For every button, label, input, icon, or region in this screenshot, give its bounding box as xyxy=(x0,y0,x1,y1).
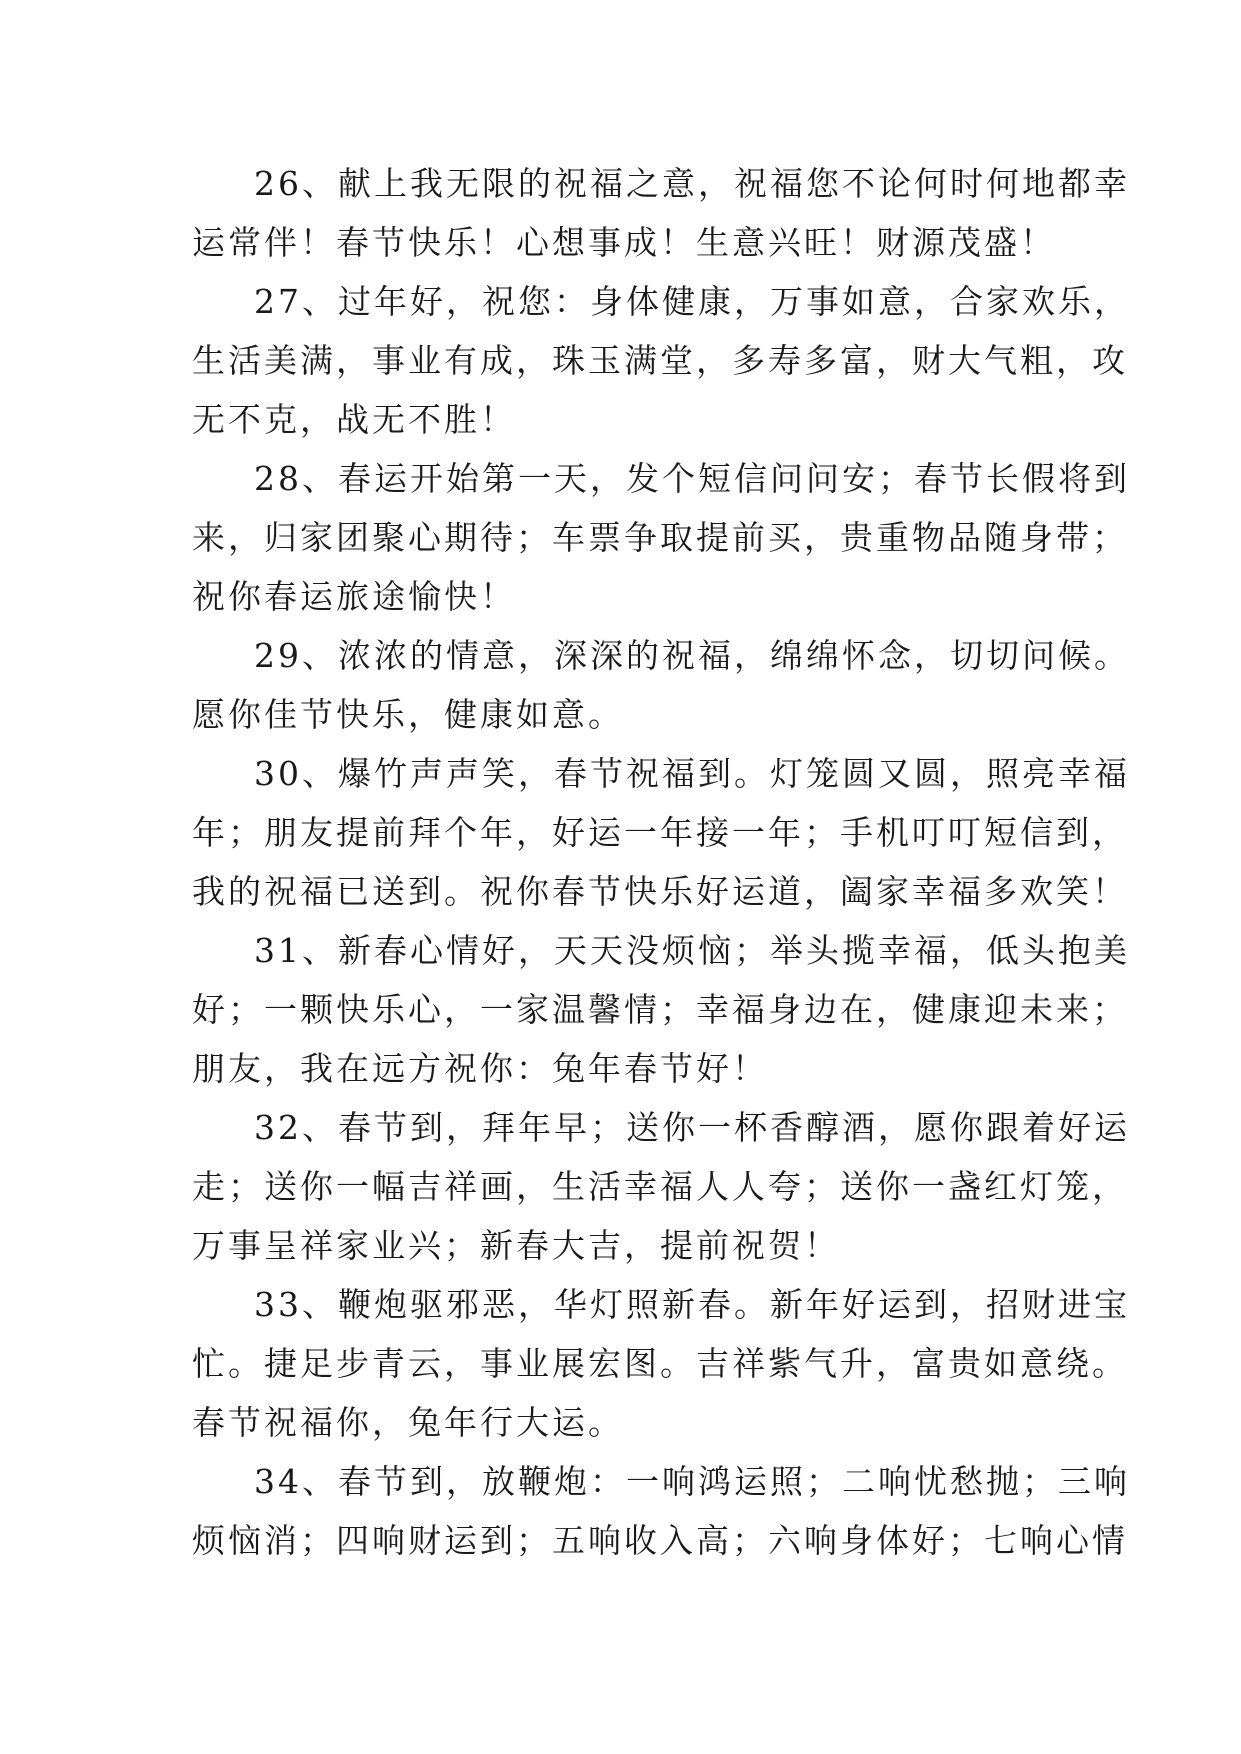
paragraph-34 xyxy=(192,1452,1130,1570)
paragraph-line: 26、献上我无限的祝福之意，祝福您不论何时何地都幸 xyxy=(254,164,1130,203)
paragraph-line: 万事呈祥家业兴；新春大吉，提前祝贺！ xyxy=(192,1226,840,1265)
paragraph-line: 春节祝福你，兔年行大运。 xyxy=(192,1403,624,1442)
paragraph-line: 34、春节到，放鞭炮：一响鸿运照；二响忧愁抛；三响 xyxy=(254,1462,1130,1501)
paragraph-line: 好；一颗快乐心，一家温馨情；幸福身边在，健康迎未来； xyxy=(192,990,1128,1029)
paragraph-line: 烦恼消；四响财运到；五响收入高；六响身体好；七响心情 xyxy=(192,1521,1128,1560)
paragraph-line: 朋友，我在远方祝你：兔年春节好！ xyxy=(192,1049,768,1088)
paragraph-line: 来，归家团聚心期待；车票争取提前买，贵重物品随身带； xyxy=(192,518,1128,557)
paragraph-line: 走；送你一幅吉祥画，生活幸福人人夸；送你一盏红灯笼， xyxy=(192,1167,1128,1206)
paragraph-29 xyxy=(192,626,1130,744)
paragraph-26 xyxy=(192,154,1130,272)
paragraph-line: 32、春节到，拜年早；送你一杯香醇酒，愿你跟着好运 xyxy=(254,1108,1130,1147)
paragraph-line: 忙。捷足步青云，事业展宏图。吉祥紫气升，富贵如意绕。 xyxy=(192,1344,1128,1383)
paragraph-line: 30、爆竹声声笑，春节祝福到。灯笼圆又圆，照亮幸福 xyxy=(254,754,1130,793)
paragraph-line: 祝你春运旅途愉快！ xyxy=(192,577,516,616)
paragraph-27 xyxy=(192,272,1130,449)
paragraph-32 xyxy=(192,1098,1130,1275)
paragraph-line: 年；朋友提前拜个年，好运一年接一年；手机叮叮短信到， xyxy=(192,813,1128,852)
paragraph-line: 愿你佳节快乐，健康如意。 xyxy=(192,695,624,734)
paragraph-line: 运常伴！春节快乐！心想事成！生意兴旺！财源茂盛！ xyxy=(192,223,1056,262)
paragraph-line: 28、春运开始第一天，发个短信问问安；春节长假将到 xyxy=(254,459,1130,498)
paragraph-line: 27、过年好，祝您：身体健康，万事如意，合家欢乐， xyxy=(254,282,1130,321)
paragraph-line: 33、鞭炮驱邪恶，华灯照新春。新年好运到，招财进宝 xyxy=(254,1285,1130,1324)
paragraph-28 xyxy=(192,449,1130,626)
paragraph-line: 31、新春心情好，天天没烦恼；举头揽幸福，低头抱美 xyxy=(254,931,1130,970)
paragraph-30 xyxy=(192,744,1130,921)
document-page xyxy=(192,154,1130,1570)
paragraph-line: 我的祝福已送到。祝你春节快乐好运道，阖家幸福多欢笑！ xyxy=(192,872,1128,911)
paragraph-31 xyxy=(192,921,1130,1098)
paragraph-line: 29、浓浓的情意，深深的祝福，绵绵怀念，切切问候。 xyxy=(254,636,1130,675)
paragraph-line: 无不克，战无不胜！ xyxy=(192,400,516,439)
paragraph-33 xyxy=(192,1275,1130,1452)
paragraph-line: 生活美满，事业有成，珠玉满堂，多寿多富，财大气粗，攻 xyxy=(192,341,1128,380)
